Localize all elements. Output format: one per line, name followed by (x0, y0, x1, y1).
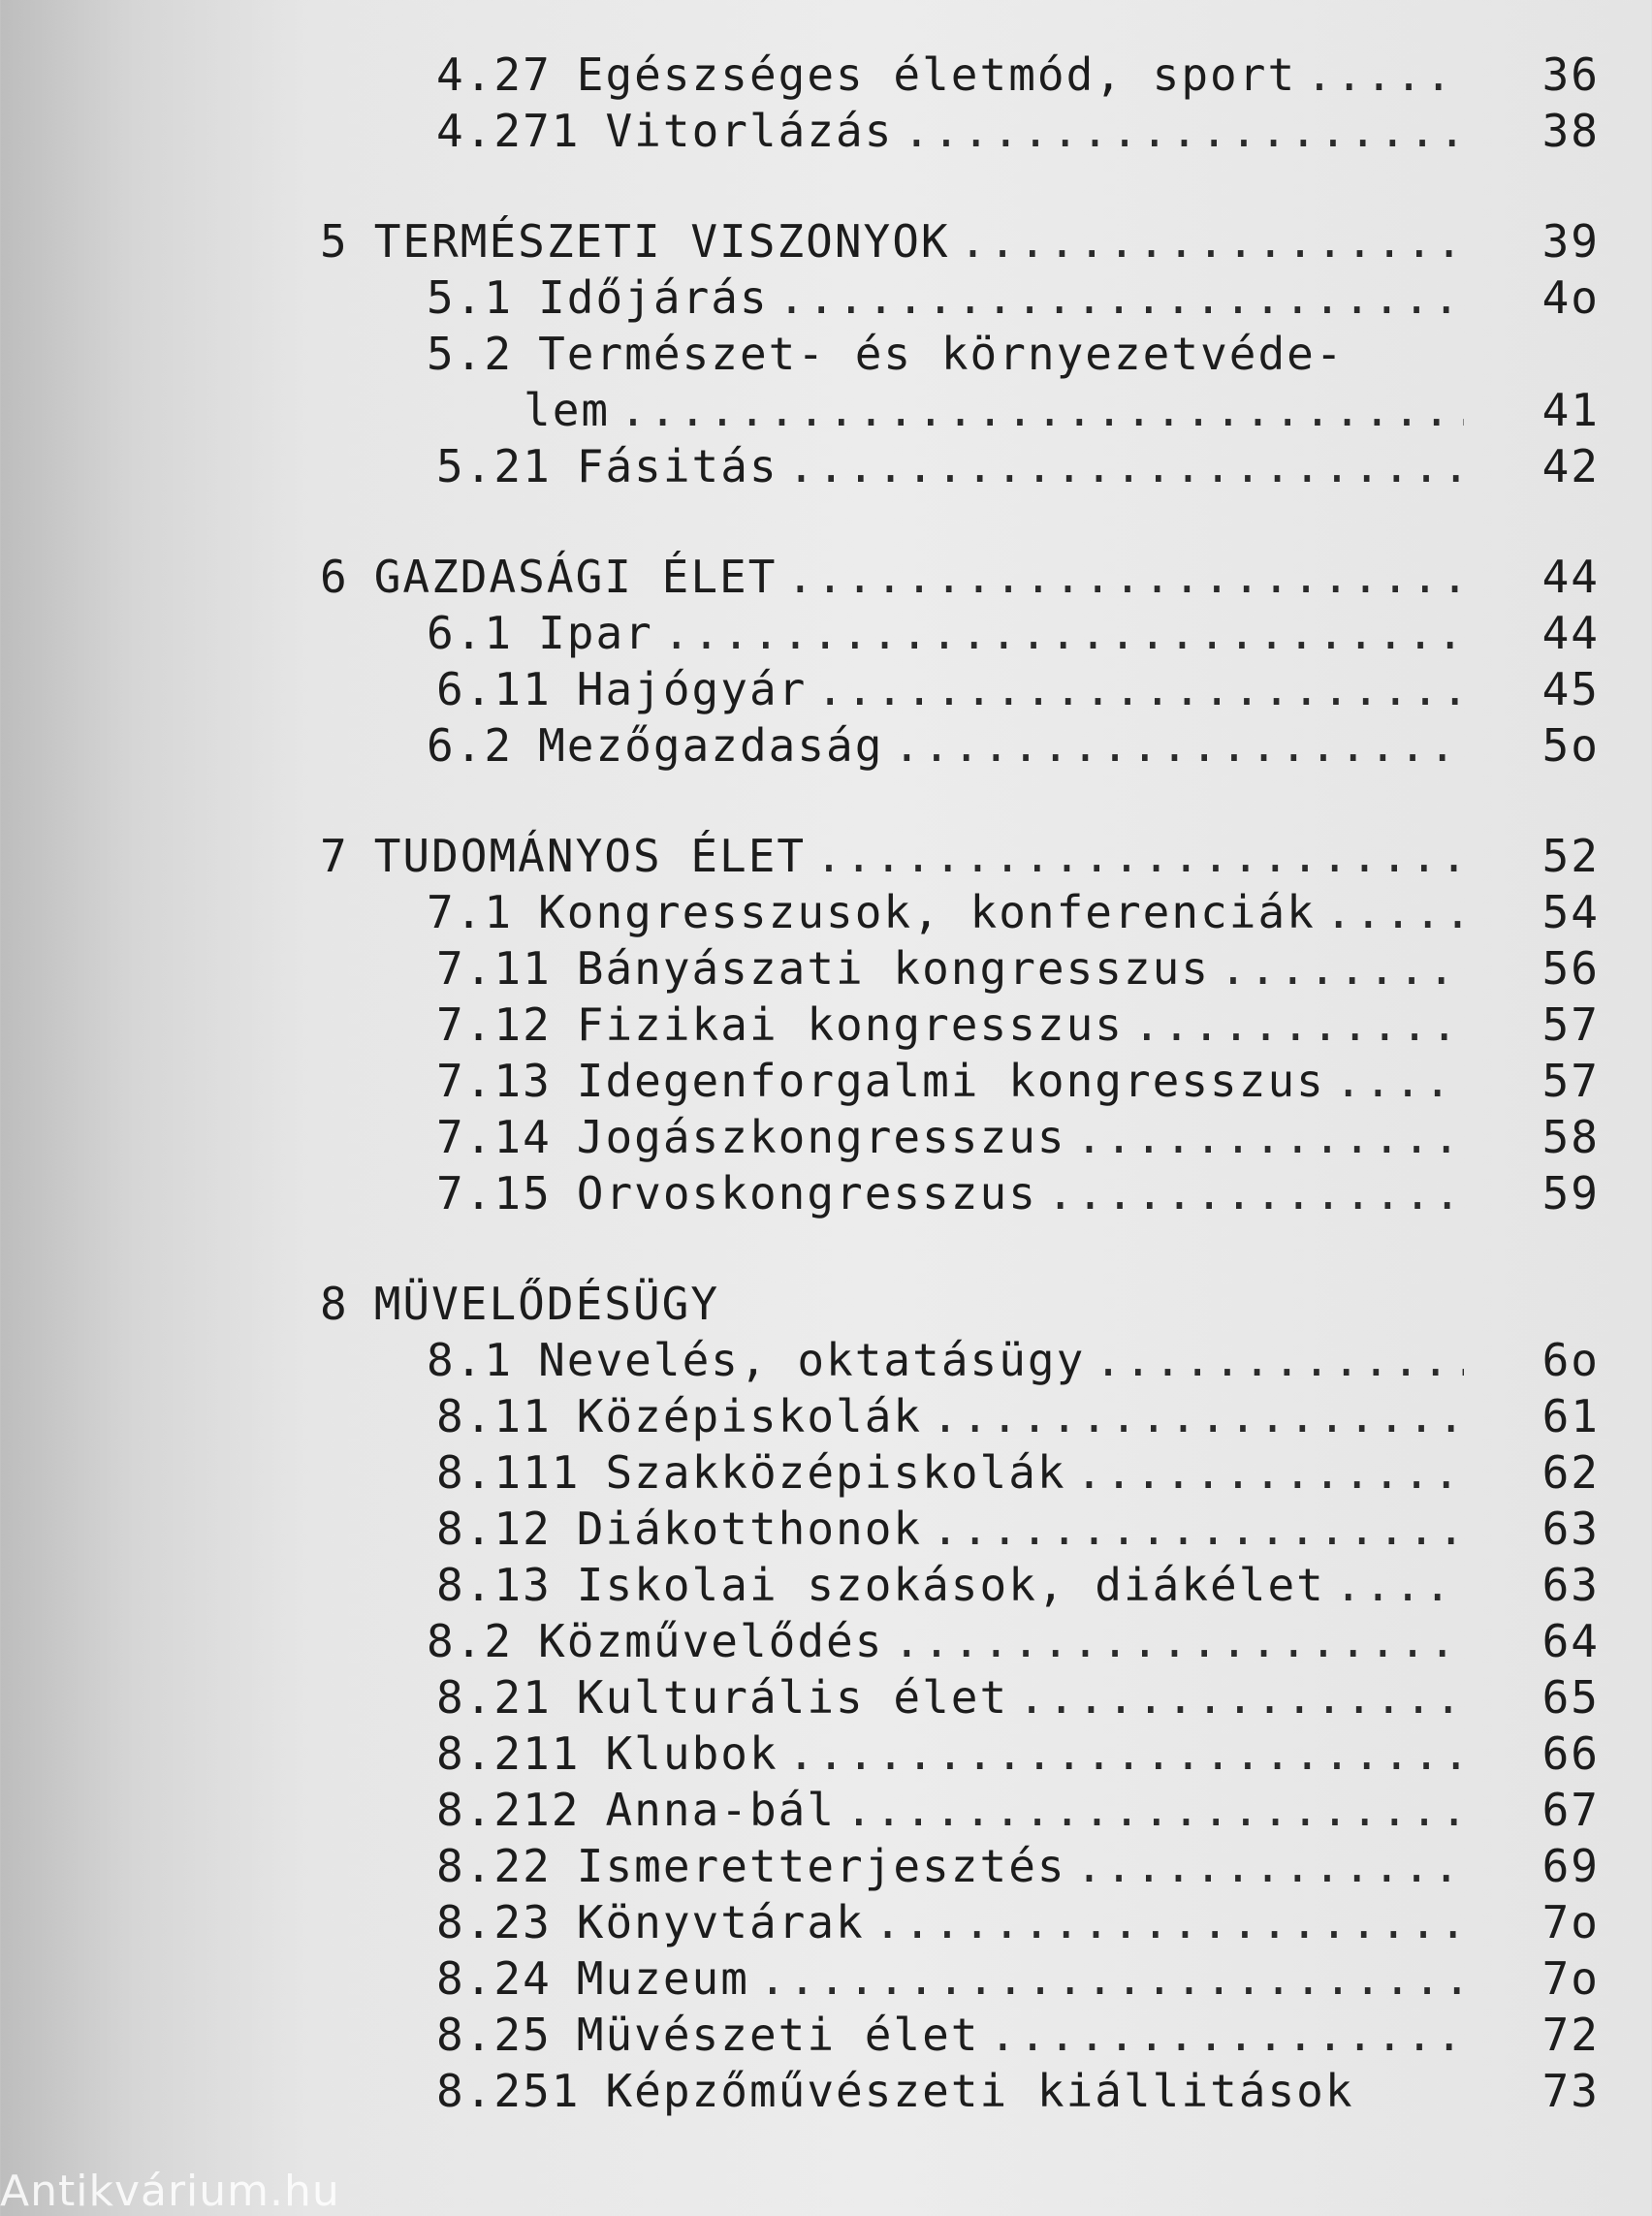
toc-page-number: 59 (1541, 1167, 1600, 1219)
toc-page-number: 42 (1541, 440, 1600, 492)
toc-number: 7 (320, 830, 349, 882)
toc-number: 8 (320, 1278, 349, 1330)
toc-leader-dots (1325, 886, 1464, 938)
toc-title: Egészséges életmód, sport (576, 48, 1297, 101)
toc-chapter (320, 830, 1609, 886)
table-of-contents (320, 48, 1609, 2121)
toc-page-number: 57 (1541, 998, 1600, 1051)
toc-number: 7.1 (427, 886, 514, 938)
toc-title: Bányászati kongresszus (576, 942, 1211, 995)
toc-leader-dots (874, 1896, 1464, 1948)
toc-entry (320, 1167, 1609, 1223)
toc-page-number: 56 (1541, 942, 1600, 995)
toc-page-number: 63 (1541, 1559, 1600, 1611)
toc-entry (320, 2065, 1609, 2121)
toc-entry (320, 942, 1609, 998)
toc-entry (320, 1390, 1609, 1446)
toc-title: Idegenforgalmi kongresszus (576, 1055, 1325, 1107)
toc-entry (320, 384, 1609, 440)
toc-leader-dots (1095, 1334, 1464, 1386)
toc-leader-dots (1335, 1559, 1464, 1611)
toc-title: Diákotthonok (576, 1503, 923, 1555)
toc-number: 8.22 (436, 1840, 552, 1892)
toc-page-number: 54 (1541, 886, 1600, 938)
toc-chapter (320, 1278, 1609, 1334)
toc-chapter (320, 215, 1609, 271)
toc-entry (320, 1334, 1609, 1390)
toc-title: Iskolai szokások, diákélet (576, 1559, 1325, 1611)
toc-entry (320, 48, 1609, 105)
toc-title: Müvészeti élet (576, 2009, 980, 2061)
toc-entry (320, 1446, 1609, 1503)
toc-page-number: 6o (1541, 1334, 1600, 1386)
toc-title: Mezőgazdaság (538, 719, 884, 772)
toc-leader-dots (893, 1615, 1464, 1667)
toc-entry (320, 105, 1609, 161)
toc-entry (320, 1559, 1609, 1615)
toc-leader-dots (893, 719, 1464, 772)
toc-number: 8.23 (436, 1896, 552, 1948)
toc-leader-dots (1220, 942, 1464, 995)
toc-entry (320, 440, 1609, 496)
toc-entry (320, 1615, 1609, 1671)
toc-number: 5 (320, 215, 349, 268)
toc-title: Anna-bál (605, 1784, 837, 1836)
toc-page-number: 45 (1541, 663, 1600, 715)
toc-leader-dots (663, 607, 1464, 659)
toc-number: 8.212 (436, 1784, 581, 1836)
toc-page-number: 62 (1541, 1446, 1600, 1499)
toc-page-number: 52 (1541, 830, 1600, 882)
toc-title: Fásitás (576, 440, 778, 492)
toc-title: Kongresszusok, konferenciák (538, 886, 1316, 938)
toc-title: MÜVELŐDÉSÜGY (373, 1278, 720, 1330)
toc-entry (320, 1055, 1609, 1111)
toc-number: 8.2 (427, 1615, 514, 1667)
toc-entry (320, 607, 1609, 663)
toc-title: Közművelődés (538, 1615, 884, 1667)
toc-title: TERMÉSZETI VISZONYOK (373, 215, 950, 268)
toc-entry (320, 328, 1609, 384)
toc-leader-dots (788, 440, 1464, 492)
toc-entry (320, 1896, 1609, 1952)
toc-title: TUDOMÁNYOS ÉLET (373, 830, 807, 882)
toc-title: lem (524, 384, 611, 436)
toc-page-number: 69 (1541, 1840, 1600, 1892)
toc-leader-dots (1076, 1111, 1464, 1163)
toc-number: 8.12 (436, 1503, 552, 1555)
toc-entry (320, 271, 1609, 328)
toc-title: Szakközépiskolák (605, 1446, 1066, 1499)
toc-leader-dots (778, 271, 1464, 324)
toc-title: Klubok (605, 1727, 778, 1780)
toc-page-number: 57 (1541, 1055, 1600, 1107)
toc-leader-dots (1076, 1446, 1464, 1499)
toc-page-number: 44 (1541, 551, 1600, 603)
toc-entry (320, 1503, 1609, 1559)
toc-number: 5.2 (427, 328, 514, 380)
toc-number: 7.12 (436, 998, 552, 1051)
toc-page-number: 38 (1541, 105, 1600, 157)
toc-page-number: 7o (1541, 1896, 1600, 1948)
toc-leader-dots (1047, 1167, 1464, 1219)
toc-page-number: 67 (1541, 1784, 1600, 1836)
toc-number: 4.27 (436, 48, 552, 101)
toc-entry (320, 1840, 1609, 1896)
toc-entry (320, 1111, 1609, 1167)
toc-title: Hajógyár (576, 663, 808, 715)
toc-page-number: 4o (1541, 271, 1600, 324)
toc-number: 8.24 (436, 1952, 552, 2005)
toc-number: 6 (320, 551, 349, 603)
toc-number: 8.1 (427, 1334, 514, 1386)
toc-entry (320, 663, 1609, 719)
toc-title: Orvoskongresszus (576, 1167, 1037, 1219)
toc-page-number: 7o (1541, 1952, 1600, 2005)
toc-leader-dots (1335, 1055, 1464, 1107)
toc-leader-dots (786, 551, 1464, 603)
toc-page-number: 64 (1541, 1615, 1600, 1667)
toc-page-number: 44 (1541, 607, 1600, 659)
toc-title: Fizikai kongresszus (576, 998, 1124, 1051)
toc-entry (320, 2009, 1609, 2065)
toc-leader-dots (620, 384, 1464, 436)
toc-number: 7.15 (436, 1167, 552, 1219)
toc-number: 8.11 (436, 1390, 552, 1442)
toc-page-number: 65 (1541, 1671, 1600, 1724)
toc-page-number: 72 (1541, 2009, 1600, 2061)
toc-number: 5.1 (427, 271, 514, 324)
toc-title: Nevelés, oktatásügy (538, 1334, 1086, 1386)
toc-number: 8.13 (436, 1559, 552, 1611)
toc-number: 5.21 (436, 440, 552, 492)
toc-leader-dots (990, 2009, 1464, 2061)
toc-leader-dots (932, 1503, 1464, 1555)
toc-number: 8.251 (436, 2065, 581, 2117)
toc-number: 7.11 (436, 942, 552, 995)
toc-entry (320, 998, 1609, 1055)
toc-page-number: 41 (1541, 384, 1600, 436)
toc-title: Természet- és környezetvéde- (538, 328, 1345, 380)
toc-title: GAZDASÁGI ÉLET (373, 551, 778, 603)
toc-title: Könyvtárak (576, 1896, 865, 1948)
watermark: Antikvárium.hu (0, 2167, 340, 2216)
toc-title: Középiskolák (576, 1390, 923, 1442)
toc-number: 6.2 (427, 719, 514, 772)
toc-number: 7.13 (436, 1055, 552, 1107)
toc-title: Képzőművészeti kiállitások (605, 2065, 1354, 2117)
toc-page-number: 58 (1541, 1111, 1600, 1163)
toc-leader-dots (788, 1727, 1464, 1780)
toc-entry (320, 1671, 1609, 1727)
toc-number: 7.14 (436, 1111, 552, 1163)
toc-entry (320, 1784, 1609, 1840)
toc-number: 8.211 (436, 1727, 581, 1780)
toc-number: 6.11 (436, 663, 552, 715)
toc-entry (320, 886, 1609, 942)
toc-entry (320, 719, 1609, 776)
toc-leader-dots (1018, 1671, 1464, 1724)
toc-page-number: 5o (1541, 719, 1600, 772)
toc-title: Muzeum (576, 1952, 749, 2005)
toc-page-number: 63 (1541, 1503, 1600, 1555)
toc-leader-dots (1133, 998, 1464, 1051)
toc-number: 4.271 (436, 105, 581, 157)
toc-title: Kulturális élet (576, 1671, 1009, 1724)
toc-title: Ipar (538, 607, 653, 659)
toc-leader-dots (815, 830, 1464, 882)
toc-leader-dots (845, 1784, 1464, 1836)
toc-leader-dots (1306, 48, 1464, 101)
toc-number: 8.111 (436, 1446, 581, 1499)
toc-leader-dots (960, 215, 1464, 268)
toc-title: Ismeretterjesztés (576, 1840, 1066, 1892)
toc-entry (320, 1727, 1609, 1784)
toc-leader-dots (1076, 1840, 1464, 1892)
toc-chapter (320, 551, 1609, 607)
toc-leader-dots (759, 1952, 1464, 2005)
toc-number: 8.21 (436, 1671, 552, 1724)
toc-page-number: 61 (1541, 1390, 1600, 1442)
toc-entry (320, 1952, 1609, 2009)
toc-leader-dots (903, 105, 1464, 157)
toc-title: Jogászkongresszus (576, 1111, 1066, 1163)
toc-number: 6.1 (427, 607, 514, 659)
toc-page-number: 39 (1541, 215, 1600, 268)
toc-page-number: 73 (1541, 2065, 1600, 2117)
toc-title: Időjárás (538, 271, 769, 324)
toc-leader-dots (932, 1390, 1464, 1442)
toc-page-number: 66 (1541, 1727, 1600, 1780)
toc-title: Vitorlázás (605, 105, 894, 157)
toc-number: 8.25 (436, 2009, 552, 2061)
toc-leader-dots (816, 663, 1464, 715)
toc-page-number: 36 (1541, 48, 1600, 101)
